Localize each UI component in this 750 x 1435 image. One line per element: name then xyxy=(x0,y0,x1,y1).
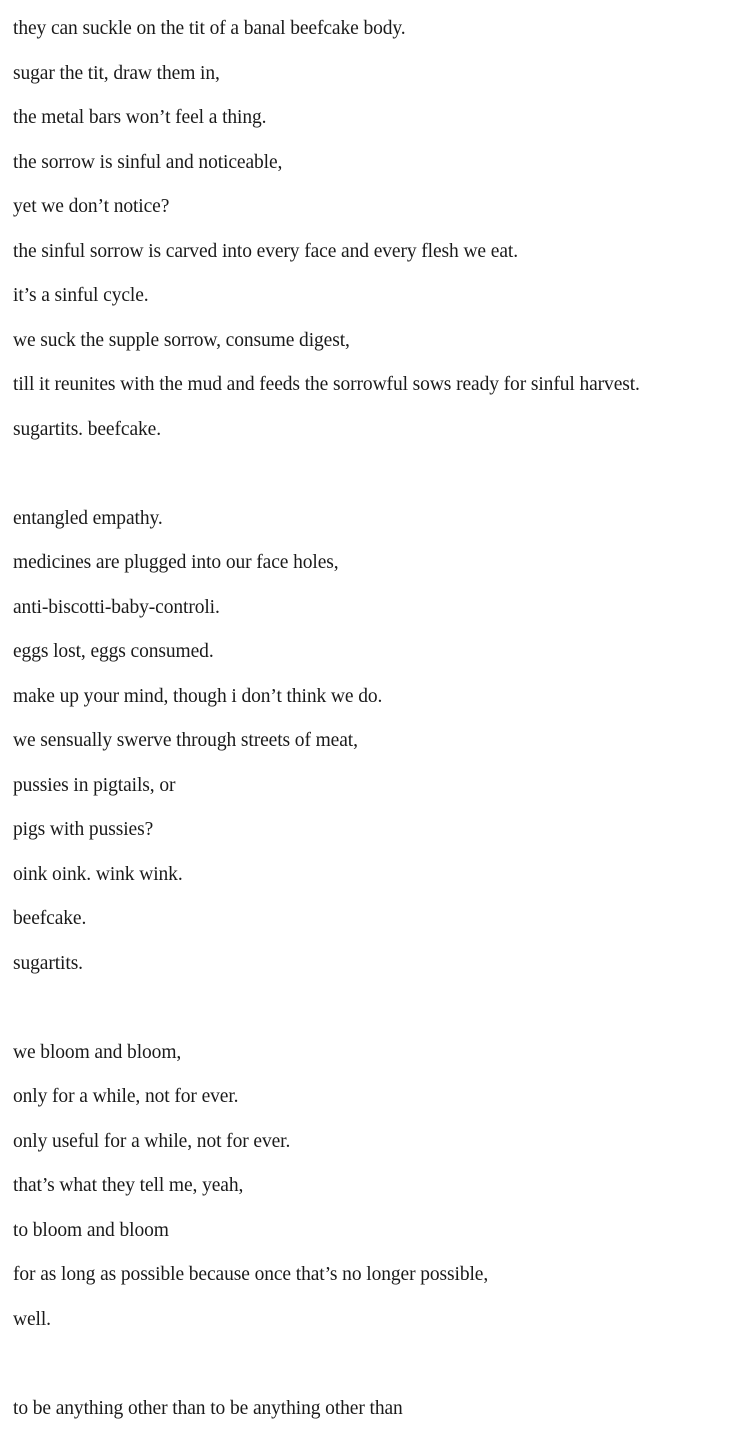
poem-line: the sinful sorrow is carved into every face and every flesh we eat. xyxy=(13,240,518,262)
poem-line: sugartits. beefcake. xyxy=(13,418,161,440)
poem-line: medicines are plugged into our face holes, xyxy=(13,552,339,573)
poem-line: they can suckle on the tit of a banal beefcake body. xyxy=(13,18,406,39)
poem-line: the sorrow is sinful and noticeable, xyxy=(13,151,283,173)
poem-line: we bloom and bloom, xyxy=(13,1041,182,1063)
poem-line: to be anything other than to be anything other than xyxy=(13,1397,403,1419)
poem-line: the metal bars won’t feel a thing. xyxy=(13,107,267,128)
poem-line: pussies in pigtails, or xyxy=(13,774,176,796)
stanza-2 xyxy=(13,497,750,987)
stanza-break xyxy=(13,986,750,1031)
stanza-break xyxy=(13,1342,750,1387)
poem-text xyxy=(13,7,750,1431)
poem-line: sugar the tit, draw them in, xyxy=(13,62,220,84)
poem-line: till it reunites with the mud and feeds the sorrowful sows ready for sinful harvest. xyxy=(13,374,640,395)
poem-line: eggs lost, eggs consumed. xyxy=(13,641,214,662)
poem-line: it’s a sinful cycle. xyxy=(13,285,149,306)
poem-line: oink oink. wink wink. xyxy=(13,863,183,885)
poem-line: only useful for a while, not for ever. xyxy=(13,1130,291,1152)
poem-line: to bloom and bloom xyxy=(13,1219,169,1241)
stanza-break xyxy=(13,452,750,497)
poem-line: beefcake. xyxy=(13,908,87,929)
stanza-1 xyxy=(13,7,750,452)
poem-line: we sensually swerve through streets of meat, xyxy=(13,730,358,751)
poem-line: entangled empathy. xyxy=(13,507,163,529)
stanza-4 xyxy=(13,1387,750,1432)
poem-line: anti-biscotti-baby-controli. xyxy=(13,596,220,618)
stanza-3 xyxy=(13,1031,750,1343)
poem-line: that’s what they tell me, yeah, xyxy=(13,1175,244,1196)
poem-line: pigs with pussies? xyxy=(13,819,154,840)
poem-line: we suck the supple sorrow, consume digest, xyxy=(13,329,350,351)
poem-line: only for a while, not for ever. xyxy=(13,1086,239,1107)
poem-line: for as long as possible because once that’s no longer possible, xyxy=(13,1264,489,1285)
poem-line: make up your mind, though i don’t think we do. xyxy=(13,685,383,707)
poem-line: well. xyxy=(13,1308,51,1330)
poem-line: sugartits. xyxy=(13,952,83,974)
poem-line: yet we don’t notice? xyxy=(13,196,170,217)
